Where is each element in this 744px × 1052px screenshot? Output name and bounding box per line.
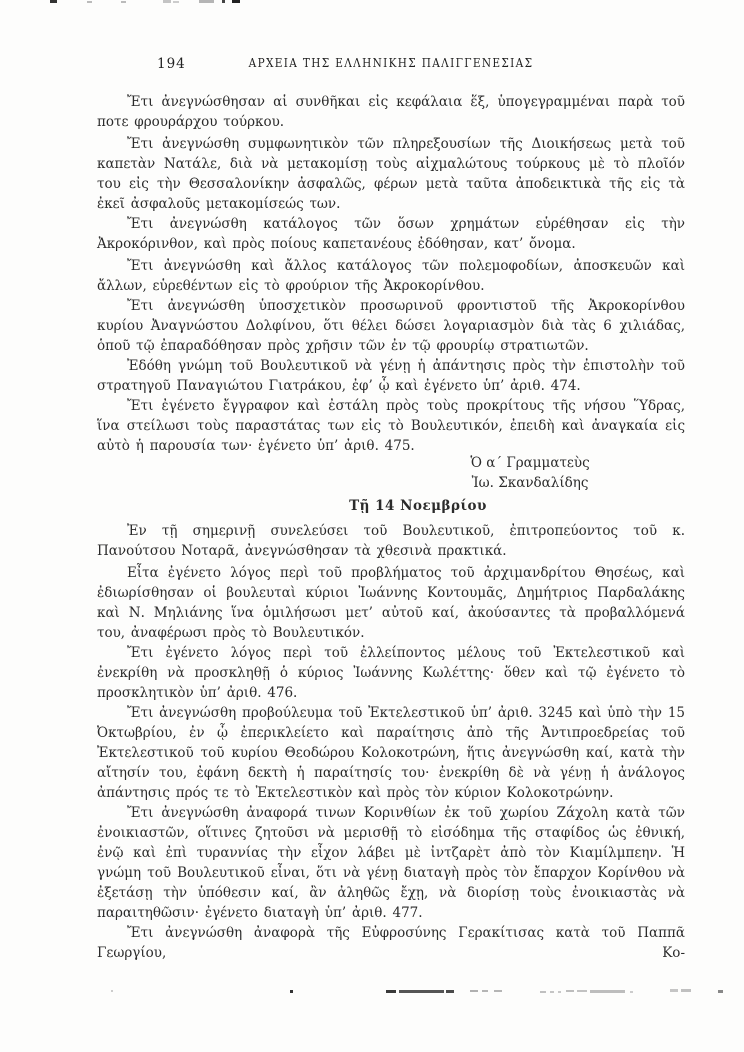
scan-artifact-bottom: [399, 990, 444, 993]
paragraph: Ἔτι ἀνεγνώσθησαν αἱ συνθῆκαι εἰς κεφάλαια ἕξ, ὑπογεγραμμέναι παρὰ τοῦ ποτε φρουράρχου τούρκου.: [97, 94, 685, 130]
scan-artifact-bottom: [111, 990, 113, 992]
paragraph: Ἔτι ἀνεγνώσθη συμφωνητικὸν τῶν πληρεξουσίων τῆς Διοικήσεως μετὰ τοῦ καπετὰν Νατάλε, διὰ νὰ μετακομίσῃ τοὺς αἰχμαλώτους τούρκους μὲ τὸ πλοῖόν του εἰς τὴν Θεσσαλονίκην ἀσφαλῶς, φέρων μετὰ ταῦτα ἀποδεικτικὰ τῆς εἰς τὰ ἐκεῖ ἀσφαλοῦς μετακομίσεώς των.: [97, 136, 685, 212]
scan-artifact-bottom: [550, 991, 554, 993]
scan-artifact-bottom: [470, 990, 478, 992]
session-nov14-section: [97, 521, 685, 963]
signature-role: Ὁ α´ Γραμματεὺς: [470, 455, 590, 471]
paragraph: Ἔτι ἀνεγνώσθη ἀναφορά τινων Κορινθίων ἐκ τοῦ χωρίου Ζάχολη κατὰ τῶν ἐνοικιαστῶν, οἵτινες ζητοῦσι νὰ μερισθῇ τὸ εἰσόδημα τῆς σταφίδος ὡς ἐθνική, ἐνῷ καὶ ἐπὶ τυραννίας τὴν εἶχον λάβει μὲ ἰντζαρὲτ ἀπὸ τὸν Κιαμίλμπεην. Ἡ γνώμη τοῦ Βουλευτικοῦ εἶναι, ὅτι νὰ γένῃ διαταγὴ πρὸς τὸν ἔπαρχον Κορίνθου νὰ ἐξετάσῃ τὴν ὑπόθεσιν καί, ἂν ἀληθῶς ἔχῃ, νὰ διορίσῃ τοὺς ἐνοικιαστὰς νὰ παραιτηθῶσιν· ἐγένετο διαταγὴ ὑπ’ ἀριθ. 477.: [97, 805, 685, 921]
paragraph: Ἔτι ἀνεγνώσθη ὑποσχετικὸν προσωρινοῦ φροντιστοῦ τῆς Ἀκροκορίνθου κυρίου Ἀναγνώστου Δολφίνου, ὅτι θέλει δώσει λογαριασμὸν διὰ τὰς 6 χιλιάδας, ὁποῦ τῷ ἐπαραδόθησαν πρὸς χρῆσιν τῶν ἐν τῷ φρουρίῳ στρατιωτῶν.: [97, 298, 685, 354]
scan-artifact-top: [199, 0, 214, 3]
scan-artifact-bottom: [566, 990, 574, 992]
paragraph: Εἶτα ἐγένετο λόγος περὶ τοῦ προβλήματος τοῦ ἀρχιμανδρίτου Θησέως, καὶ ἐδιωρίσθησαν οἱ βουλευταὶ κύριοι Ἰωάννης Κοντουμᾶς, Δημήτριος Παρδαλάκης καὶ Ν. Μηλιάνης ἵνα ὁμιλήσωσι μετ’ αὐτοῦ καί, ἀκούσαντες τὰ προβαλλόμενά του, ἀναφέρωσι πρὸς τὸ Βουλευτικόν.: [97, 565, 685, 641]
page-number: 194: [157, 56, 186, 72]
scan-artifact-bottom: [630, 991, 633, 993]
paragraph: Ἔτι ἀνεγνώσθη κατάλογος τῶν ὅσων χρημάτων εὑρέθησαν εἰς τὴν Ἀκροκόρινθον, καὶ πρὸς ποίους καπετανέους ἐδόθησαν, κατ’ ὄνομα.: [97, 216, 685, 252]
scan-artifact-top: [87, 1, 92, 3]
date-heading: Τῇ 14 Νοεμβρίου: [349, 498, 487, 514]
scan-artifact-bottom: [540, 991, 546, 993]
scan-artifact-bottom: [670, 989, 678, 992]
paragraph: Ἔτι ἐγένετο ἔγγραφον καὶ ἐστάλη πρὸς τοὺς προκρίτους τῆς νήσου Ὕδρας, ἵνα στείλωσι τοὺς παραστάτας των εἰς τὸ Βουλευτικόν, ἐπειδὴ καὶ ἀναγκαία εἰς αὐτὸ ἡ παρουσία των· ἐγένετο ὑπ’ ἀριθ. 475.: [97, 398, 685, 454]
signature-block: [430, 453, 630, 493]
scan-artifact-top: [173, 1, 179, 3]
scan-artifact-top: [50, 0, 57, 3]
scan-artifact-bottom: [558, 991, 561, 993]
scan-artifact-bottom: [494, 990, 502, 992]
running-title: ΑΡΧΕΙΑ ΤΗΣ ΕΛΛΗΝΙΚΗΣ ΠΑΛΙΓΓΕΝΕΣΙΑΣ: [248, 55, 534, 70]
paragraph: Ἔτι ἀνεγνώσθη προβούλευμα τοῦ Ἐκτελεστικοῦ ὑπ’ ἀριθ. 3245 καὶ ὑπὸ τὴν 15 Ὀκτωβρίου, ἐν ᾧ ἐπερικλείετο καὶ παραίτησις ἀπὸ τῆς Ἀντιπροεδρείας τοῦ Ἐκτελεστικοῦ τοῦ κυρίου Θεοδώρου Κολοκοτρώνη, ἥτις ἀνεγνώσθη καί, κατὰ τὴν αἴτησίν του, ἐφάνη δεκτὴ ἡ παραίτησίς του· ἐνεκρίθη δὲ νὰ γένῃ ἡ ἀνάλογος ἀπάντησις πρός τε τὸ Ἐκτελεστικὸν καὶ πρὸς τὸν κύριον Κολοκοτρώνην.: [97, 705, 685, 801]
text-block: [97, 55, 685, 963]
scan-artifact-bottom: [590, 990, 625, 993]
scan-artifact-bottom: [577, 990, 587, 992]
scan-artifact-bottom: [446, 990, 454, 993]
scan-artifact-bottom: [386, 990, 396, 993]
paragraph: Ἔτι ἀνεγνώσθη καὶ ἄλλος κατάλογος τῶν πολεμοφοδίων, ἀποσκευῶν καὶ ἄλλων, εὑρεθέντων εἰς τὸ φρούριον τῆς Ἀκροκορίνθου.: [97, 258, 685, 294]
scan-artifact-bottom: [482, 990, 488, 992]
signature-name: Ἰω. Σκανδαλίδης: [471, 475, 589, 491]
paragraph: Ἐδόθη γνώμη τοῦ Βουλευτικοῦ νὰ γένῃ ἡ ἀπάντησις πρὸς τὴν ἐπιστολὴν τοῦ στρατηγοῦ Παναγιώτου Γιατράκου, ἐφ’ ᾧ καὶ ἐγένετο ὑπ’ ἀριθ. 474.: [97, 358, 685, 394]
scan-artifact-top: [222, 0, 225, 3]
scan-artifact-bottom: [681, 989, 691, 992]
paragraph-continued: Ἔτι ἀνεγνώσθη ἀναφορὰ τῆς Εὐφροσύνης Γερακίτισας κατὰ τοῦ Παππᾶ Γεωργίου, Κο-: [97, 925, 685, 961]
scan-artifact-bottom: [718, 990, 723, 993]
scan-artifact-top: [232, 0, 240, 3]
scan-artifact-top: [121, 1, 126, 3]
scan-artifact-bottom: [290, 990, 293, 993]
paragraph: Ἐν τῇ σημερινῇ συνελεύσει τοῦ Βουλευτικοῦ, ἐπιτροπεύοντος τοῦ κ. Πανούτσου Νοταρᾶ, ἀνεγνώσθησαν τὰ χθεσινὰ πρακτικά.: [97, 523, 685, 559]
page-header: [97, 55, 685, 71]
scan-artifact-top: [163, 0, 171, 3]
paragraph: Ἔτι ἐγένετο λόγος περὶ τοῦ ἐλλείποντος μέλους τοῦ Ἐκτελεστικοῦ καὶ ἐνεκρίθη νὰ προσκληθῇ ὁ κύριος Ἰωάννης Κωλέττης· ὅθεν καὶ τῷ ἐγένετο τὸ προσκλητικὸν ὑπ’ ἀριθ. 476.: [97, 645, 685, 701]
